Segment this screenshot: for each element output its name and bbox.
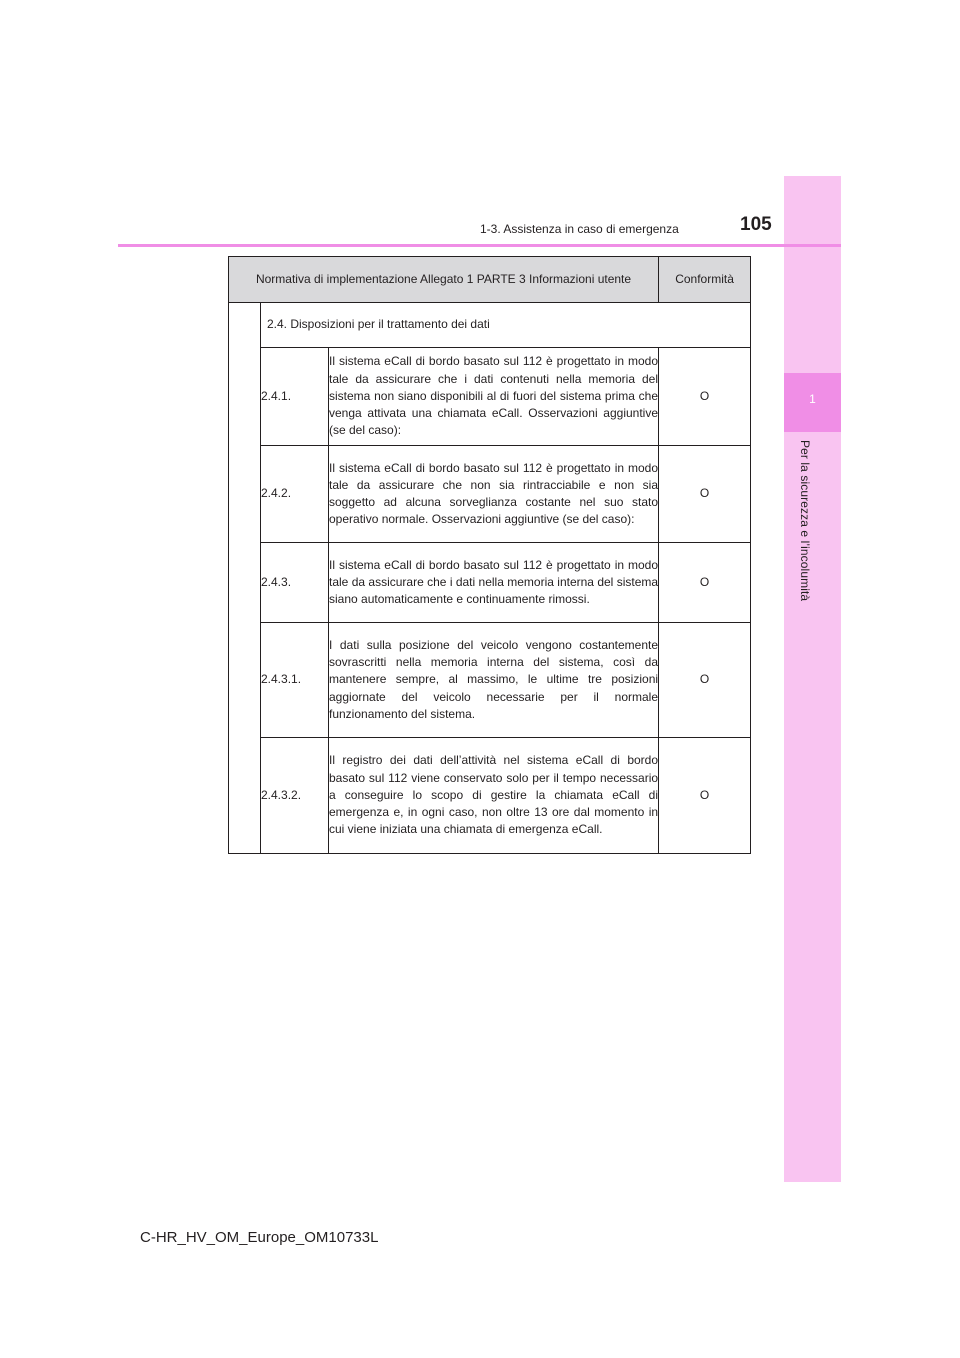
document-code: C-HR_HV_OM_Europe_OM10733L bbox=[140, 1229, 379, 1246]
chapter-number: 1 bbox=[809, 392, 816, 406]
row-conformity: O bbox=[659, 446, 751, 543]
table-row bbox=[229, 348, 751, 446]
row-conformity: O bbox=[659, 738, 751, 854]
row-code: 2.4.3.1. bbox=[261, 623, 329, 738]
regulation-table bbox=[228, 256, 751, 854]
row-conformity: O bbox=[659, 348, 751, 446]
table-row bbox=[229, 738, 751, 854]
row-description: Il sistema eCall di bordo basato sul 112 è progettato in modo tale da assicurare che non sia rintracciabile e non sia soggetto ad alcuna sorveglianza costante nel suo stato operativo normale. Osservazioni aggiuntive (se del caso): bbox=[329, 446, 659, 543]
row-code: 2.4.3.2. bbox=[261, 738, 329, 854]
header-conformity: Conformità bbox=[659, 257, 751, 303]
row-code: 2.4.2. bbox=[261, 446, 329, 543]
row-description: Il sistema eCall di bordo basato sul 112 è progettato in modo tale da assicurare che i dati contenuti nella memoria del sistema non siano disponibili al di fuori del sistema prima che venga attivata una chiamata eCall. Osservazioni aggiuntive (se del caso): bbox=[329, 348, 659, 446]
chapter-title: Per la sicurezza e l’incolumità bbox=[798, 440, 812, 602]
chapter-side-tab bbox=[784, 176, 841, 1182]
section-row bbox=[229, 303, 751, 348]
section-title: 1-3. Assistenza in caso di emergenza bbox=[480, 222, 679, 236]
row-description: Il registro dei dati dell’attività nel sistema eCall di bordo basato sul 112 viene conservato solo per il tempo necessario a conseguire lo scopo di gestire la chiamata eCall di emergenza e, in ogni caso, non oltre 13 ore dal momento in cui viene iniziata una chiamata di emergenza eCall. bbox=[329, 738, 659, 854]
row-code: 2.4.1. bbox=[261, 348, 329, 446]
table-header-row bbox=[229, 257, 751, 303]
row-conformity: O bbox=[659, 543, 751, 623]
row-conformity: O bbox=[659, 623, 751, 738]
row-description: I dati sulla posizione del veicolo vengono costantemente sovrascritti nella memoria interna del sistema, così da mantenere sempre, al massimo, le ultime tre posizioni aggiornate del veicolo necessarie per il normale funzionamento del sistema. bbox=[329, 623, 659, 738]
indent-cell bbox=[229, 303, 261, 854]
table-row bbox=[229, 623, 751, 738]
section-heading: 2.4. Disposizioni per il trattamento dei dati bbox=[261, 303, 751, 348]
table-row bbox=[229, 543, 751, 623]
row-code: 2.4.3. bbox=[261, 543, 329, 623]
page-number: 105 bbox=[740, 214, 772, 235]
header-regulation: Normativa di implementazione Allegato 1 PARTE 3 Informazioni utente bbox=[229, 257, 659, 303]
table-row bbox=[229, 446, 751, 543]
header-divider bbox=[118, 244, 841, 247]
row-description: Il sistema eCall di bordo basato sul 112 è progettato in modo tale da assicurare che i dati nella memoria interna del sistema siano automaticamente e continuamente rimossi. bbox=[329, 543, 659, 623]
